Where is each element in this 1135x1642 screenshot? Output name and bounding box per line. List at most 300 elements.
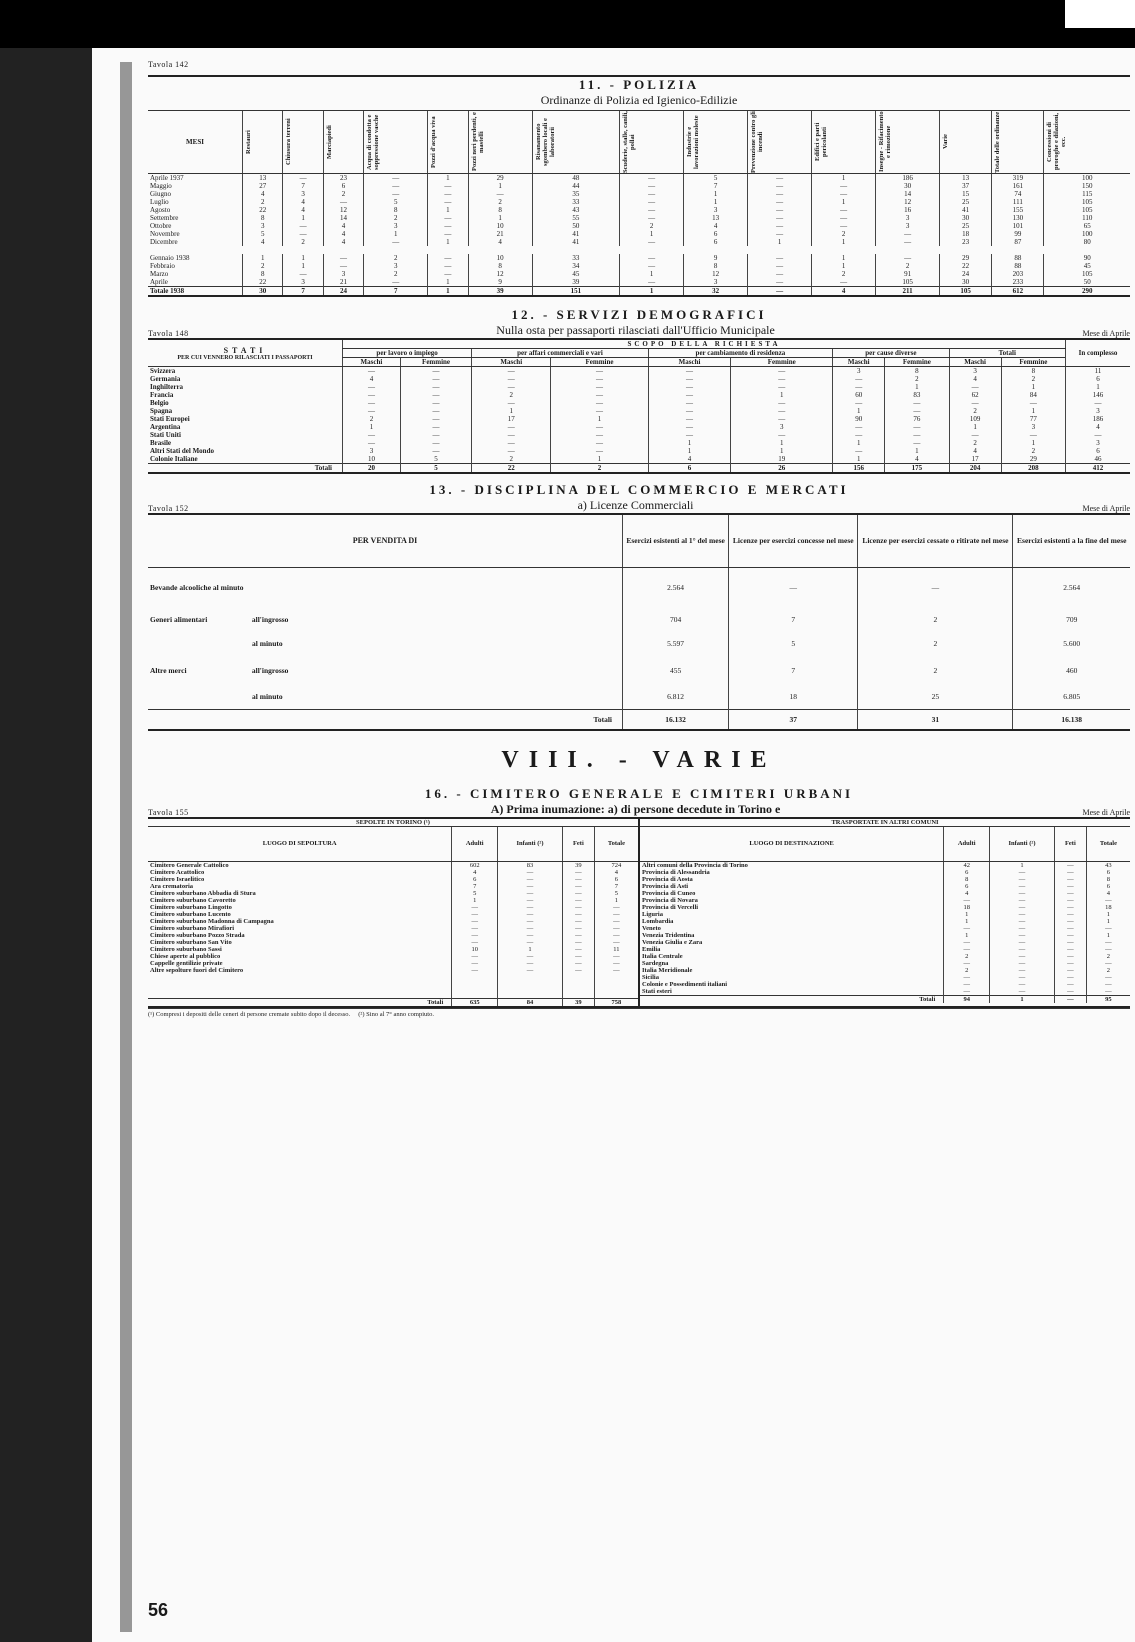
cell: — <box>562 897 594 904</box>
cell: — <box>748 174 812 183</box>
cell: 2 <box>949 407 1001 415</box>
polizia-col-label: Industrie e lavorazioni moleste <box>686 115 701 169</box>
cell: — <box>551 367 648 376</box>
polizia-row <box>148 254 1130 262</box>
cell: 100 <box>1044 230 1130 238</box>
cell: — <box>748 206 812 214</box>
cell: 3 <box>1066 439 1131 447</box>
cell: 4 <box>343 375 401 383</box>
cell: — <box>1054 869 1086 876</box>
polizia-col-label: Concessioni di proroghe e dilazioni, ecc. <box>1046 113 1068 171</box>
demo-maschi-header: Maschi <box>343 358 401 367</box>
cim-row <box>640 953 1130 960</box>
cell: 5 <box>684 174 748 183</box>
cell: 2 <box>364 214 428 222</box>
cim-row <box>640 861 1130 869</box>
cell: 319 <box>992 174 1044 183</box>
cim-luogo: Cimitero Israelitico <box>150 875 205 883</box>
cim-luogo: Venezia Giulia e Zara <box>642 938 703 946</box>
cell: — <box>472 431 551 439</box>
cell: 115 <box>1044 190 1130 198</box>
cell: 3 <box>876 214 940 222</box>
cell: — <box>1086 974 1130 981</box>
cell: — <box>551 399 648 407</box>
cell: 3 <box>323 270 363 278</box>
cell: 1 <box>1066 383 1131 391</box>
cim-luogo: Venezia Tridentina <box>642 931 695 939</box>
cell: 1 <box>1001 439 1065 447</box>
cell: 88 <box>992 262 1044 270</box>
page-content <box>148 60 1130 1018</box>
cell: 460 <box>1013 655 1130 685</box>
cell: 10 <box>468 222 532 230</box>
cell: — <box>812 206 876 214</box>
cell: — <box>498 911 563 918</box>
polizia-col-header <box>940 111 992 174</box>
trasportate-header: TRASPORTATE IN ALTRI COMUNI <box>640 819 1130 827</box>
cell: 10 <box>452 946 498 953</box>
cell: 5 <box>452 890 498 897</box>
cell: — <box>562 925 594 932</box>
cell: 105 <box>1044 270 1130 278</box>
cell: 12 <box>684 270 748 278</box>
polizia-mese: Totale 1938 <box>148 287 243 296</box>
cell: 5 <box>364 198 428 206</box>
demo-maschi-header: Maschi <box>949 358 1001 367</box>
polizia-col-label: Varie <box>942 134 950 150</box>
cell: — <box>400 367 471 376</box>
cell: 8 <box>684 262 748 270</box>
polizia-col-label: Pozzi d'acqua viva <box>430 116 438 168</box>
polizia-col-header <box>684 111 748 174</box>
commercio-row-generi-minuto <box>148 631 1130 655</box>
cell: — <box>551 407 648 415</box>
cell: — <box>620 238 684 246</box>
generi-ingrosso-label <box>148 607 623 631</box>
cell: — <box>400 375 471 383</box>
cell: 161 <box>992 182 1044 190</box>
col-stati-label: STATI <box>223 345 267 355</box>
cell: 2 <box>812 270 876 278</box>
cell: 2 <box>944 953 990 960</box>
cell: 105 <box>940 287 992 296</box>
cimitero-footnotes <box>148 1008 1130 1018</box>
cell: — <box>364 238 428 246</box>
cell: — <box>944 988 990 996</box>
cim-totali-row <box>148 998 638 1006</box>
cell: — <box>748 214 812 222</box>
polizia-mese: Febbraio <box>150 262 175 270</box>
cell: 2 <box>858 631 1013 655</box>
cim-col-header: Infanti (²) <box>990 827 1055 861</box>
cell: 1 <box>283 262 323 270</box>
demografici-table <box>148 340 1130 472</box>
cell: — <box>452 960 498 967</box>
cell: 33 <box>532 254 620 262</box>
polizia-mese: Luglio <box>150 198 169 206</box>
cell: — <box>748 198 812 206</box>
sepolte-table <box>148 827 638 1006</box>
cell: 6 <box>1086 883 1130 890</box>
ingrosso-label: all'ingrosso <box>251 665 289 675</box>
cell: 2 <box>885 375 949 383</box>
cell: — <box>1001 431 1065 439</box>
cell: — <box>551 375 648 383</box>
demografici-title: 12. - SERVIZI DEMOGRAFICI <box>511 307 767 322</box>
cell: 23 <box>940 238 992 246</box>
cell: — <box>551 391 648 399</box>
cell: 8 <box>243 270 283 278</box>
cim-row-pad <box>148 990 638 999</box>
cim-row <box>640 883 1130 890</box>
cim-row <box>148 953 638 960</box>
cell: 2 <box>472 455 551 464</box>
cell: — <box>400 431 471 439</box>
cell: 1 <box>812 262 876 270</box>
polizia-col-header <box>428 111 468 174</box>
cell: — <box>594 960 638 967</box>
cell: — <box>428 254 468 262</box>
cimitero-subtitle: A) Prima inumazione: a) di persone decedute in Torino e <box>490 802 781 816</box>
cim-luogo: Cimitero Acattolico <box>150 868 205 876</box>
cell: 2 <box>364 270 428 278</box>
cell: 25 <box>940 222 992 230</box>
polizia-section <box>148 75 1130 297</box>
cim-col-header: Infanti (²) <box>498 827 563 861</box>
cell: — <box>990 911 1055 918</box>
cell: 1 <box>648 439 731 447</box>
cell: 1 <box>620 270 684 278</box>
cell: 83 <box>498 861 563 869</box>
cell: 91 <box>876 270 940 278</box>
cell: 7 <box>594 883 638 890</box>
cell: — <box>498 939 563 946</box>
cell: 4 <box>944 890 990 897</box>
cim-col-header: Adulti <box>452 827 498 861</box>
cell: — <box>1086 988 1130 996</box>
cell: — <box>400 399 471 407</box>
cell: 4 <box>323 222 363 230</box>
cell: 6 <box>452 876 498 883</box>
cim-row <box>640 981 1130 988</box>
commercio-title: 13. - DISCIPLINA DEL COMMERCIO E MERCATI <box>429 482 849 497</box>
polizia-col-label: Risanamento sgombero locali e laboratorii <box>534 118 556 166</box>
cell: — <box>1086 960 1130 967</box>
cim-luogo: Cimitero suburbano Abbadia di Stura <box>150 889 256 897</box>
cell: 29 <box>940 254 992 262</box>
cell: — <box>648 375 731 383</box>
polizia-row <box>148 198 1130 206</box>
cell: — <box>472 375 551 383</box>
cim-row <box>640 918 1130 925</box>
cim-row <box>640 960 1130 967</box>
cell: 6 <box>684 230 748 238</box>
cell: — <box>620 262 684 270</box>
demografici-subtitle: Nulla osta per passaporti rilasciati dall'Ufficio Municipale <box>496 323 775 337</box>
cell: — <box>648 423 731 431</box>
cell: 5.600 <box>1013 631 1130 655</box>
cell: 76 <box>885 415 949 423</box>
cell: — <box>648 399 731 407</box>
cell: 6 <box>1066 447 1131 455</box>
col-mesi: MESI <box>148 111 243 174</box>
cell: 290 <box>1044 287 1130 296</box>
cell: 4 <box>648 455 731 464</box>
demo-group-header: per lavoro o impiego <box>343 349 472 358</box>
cell: 35 <box>532 190 620 198</box>
cim-row <box>148 897 638 904</box>
cell: 14 <box>876 190 940 198</box>
cell: — <box>833 399 885 407</box>
cell: — <box>472 383 551 391</box>
cim-luogo: Chiese aperte al pubblico <box>150 952 221 960</box>
cell: — <box>731 383 833 391</box>
cell: 1 <box>428 287 468 296</box>
cell: — <box>1086 946 1130 953</box>
bevande-label: Bevande alcooliche al minuto <box>150 582 244 592</box>
demo-row <box>148 391 1130 399</box>
col-per-vendita: PER VENDITA DI <box>148 515 623 567</box>
cell: 4 <box>323 238 363 246</box>
cell: 1 <box>472 407 551 415</box>
cell: 1 <box>551 455 648 464</box>
cell: — <box>498 897 563 904</box>
cell: 2 <box>551 464 648 473</box>
commercio-row-altre-minuto <box>148 685 1130 709</box>
cell: — <box>364 174 428 183</box>
polizia-col-header <box>992 111 1044 174</box>
polizia-col-header <box>283 111 323 174</box>
cell: 11 <box>594 946 638 953</box>
altre-label: Altre merci <box>150 665 187 675</box>
polizia-mese: Aprile 1937 <box>150 174 184 182</box>
polizia-col-label: Pozzi neri perdenti, e mastelli <box>470 112 485 172</box>
cell: — <box>944 897 990 904</box>
cim-row <box>148 890 638 897</box>
cell: 186 <box>1066 415 1131 423</box>
cell: 3 <box>684 278 748 287</box>
cim-row <box>148 967 638 974</box>
polizia-mese: Marzo <box>150 270 169 278</box>
cim-row <box>148 918 638 925</box>
cell: 6 <box>944 883 990 890</box>
cell: — <box>452 911 498 918</box>
cell: 5 <box>243 230 283 238</box>
cell: 4 <box>243 238 283 246</box>
cell: 13 <box>243 174 283 183</box>
commercio-section <box>148 513 1130 731</box>
cell: 41 <box>532 230 620 238</box>
cell: 2 <box>949 439 1001 447</box>
cell: 2 <box>1086 953 1130 960</box>
cell: 3 <box>283 278 323 287</box>
cell: — <box>620 278 684 287</box>
cell: 9 <box>468 278 532 287</box>
cell: — <box>731 407 833 415</box>
cell: 11 <box>1066 367 1131 376</box>
polizia-col-header <box>812 111 876 174</box>
cell: 3 <box>283 190 323 198</box>
cell: 22 <box>243 278 283 287</box>
polizia-col-label: Marciapiedi <box>325 125 333 159</box>
cell: 17 <box>949 455 1001 464</box>
cell: 2 <box>468 198 532 206</box>
cell: 4 <box>949 447 1001 455</box>
cell: 55 <box>532 214 620 222</box>
cell: — <box>594 967 638 974</box>
cell: 709 <box>1013 607 1130 631</box>
cell: — <box>323 262 363 270</box>
cim-col-header: Totale <box>1086 827 1130 861</box>
cell: 3 <box>684 206 748 214</box>
cell: 1 <box>833 407 885 415</box>
cell: — <box>812 182 876 190</box>
cell: — <box>876 238 940 246</box>
cell: — <box>990 981 1055 988</box>
cell: 105 <box>1044 198 1130 206</box>
cim-row <box>148 939 638 946</box>
cell: — <box>748 287 812 296</box>
cell: 14 <box>323 214 363 222</box>
cim-row <box>640 876 1130 883</box>
cell: — <box>1086 939 1130 946</box>
demografici-tavola: Tavola 148 <box>148 329 189 338</box>
cim-row <box>640 939 1130 946</box>
cell: — <box>472 447 551 455</box>
cell: 18 <box>944 904 990 911</box>
cell: 2 <box>620 222 684 230</box>
cim-luogo: Provincia di Asti <box>642 882 689 890</box>
cell: — <box>343 383 401 391</box>
cell: 1 <box>452 897 498 904</box>
cell: — <box>648 391 731 399</box>
demo-group-header: Totali <box>949 349 1065 358</box>
cell: 4 <box>243 190 283 198</box>
demo-femmine-header: Femmine <box>400 358 471 367</box>
cell: 1 <box>1001 383 1065 391</box>
cell: — <box>949 383 1001 391</box>
cell: — <box>648 431 731 439</box>
cell: 1 <box>364 230 428 238</box>
demo-row <box>148 439 1130 447</box>
polizia-mese: Novembre <box>150 230 180 238</box>
cell: — <box>562 918 594 925</box>
cell: — <box>343 391 401 399</box>
cell: 3 <box>364 222 428 230</box>
cell: — <box>1054 960 1086 967</box>
altre-ingrosso-label <box>148 655 623 685</box>
cell: — <box>748 230 812 238</box>
cell: — <box>452 953 498 960</box>
cell: 94 <box>944 995 990 1003</box>
cell: — <box>990 932 1055 939</box>
col-stati <box>148 340 343 367</box>
cell: 19 <box>731 455 833 464</box>
cell: 22 <box>472 464 551 473</box>
cell: — <box>400 439 471 447</box>
cell: 1 <box>731 447 833 455</box>
cell: — <box>620 206 684 214</box>
cell: 99 <box>992 230 1044 238</box>
cell: 7 <box>729 655 858 685</box>
cell: — <box>594 911 638 918</box>
commercio-subtitle: a) Licenze Commerciali <box>577 498 694 512</box>
cell: — <box>562 960 594 967</box>
cell: — <box>748 278 812 287</box>
cim-row <box>640 925 1130 932</box>
polizia-col-label: Restauri <box>245 130 252 154</box>
cell: — <box>858 567 1013 607</box>
cim-row <box>640 890 1130 897</box>
polizia-col-header <box>876 111 940 174</box>
cell: — <box>885 439 949 447</box>
totali-label: Totali <box>148 998 452 1006</box>
polizia-title: 11. - POLIZIA <box>578 77 700 92</box>
cell: 1 <box>812 174 876 183</box>
cell: 105 <box>1044 206 1130 214</box>
cell: 2 <box>283 238 323 246</box>
col-stati-sub: PER CUI VENNERO RILASCIATI I PASSAPORTI <box>177 354 313 361</box>
cell: 100 <box>1044 174 1130 183</box>
cell: 60 <box>833 391 885 399</box>
cell: 1 <box>885 447 949 455</box>
cell: 46 <box>1066 455 1131 464</box>
cell: — <box>1054 890 1086 897</box>
cell: — <box>343 439 401 447</box>
cell: 13 <box>684 214 748 222</box>
cell: — <box>944 939 990 946</box>
cell: 44 <box>532 182 620 190</box>
cell: 4 <box>283 206 323 214</box>
cell: — <box>944 946 990 953</box>
demo-totali-row <box>148 464 1130 473</box>
cell: 2 <box>364 254 428 262</box>
cim-luogo: Cimitero suburbano Pozzo Strada <box>150 931 245 939</box>
cell-empty <box>452 974 498 982</box>
cell: 1 <box>748 238 812 246</box>
cell: — <box>648 383 731 391</box>
cell: — <box>620 190 684 198</box>
cell: — <box>343 367 401 376</box>
cell: 90 <box>1044 254 1130 262</box>
cell: 5 <box>400 464 471 473</box>
cell: 1 <box>944 911 990 918</box>
polizia-row <box>148 270 1130 278</box>
cell: 41 <box>532 238 620 246</box>
cell: — <box>364 182 428 190</box>
varie-title: VIII. - VARIE <box>501 747 777 773</box>
cell: 88 <box>992 254 1044 262</box>
cell: 39 <box>532 278 620 287</box>
cell: — <box>1054 967 1086 974</box>
cell-empty <box>498 974 563 982</box>
cell: 4 <box>452 869 498 876</box>
cell: — <box>944 974 990 981</box>
cell: — <box>1054 897 1086 904</box>
demografici-mese: Mese di Aprile <box>1082 329 1130 338</box>
commercio-row-totali <box>148 709 1130 729</box>
cell: 4 <box>949 375 1001 383</box>
cell: 25 <box>858 685 1013 709</box>
cell: 21 <box>323 278 363 287</box>
cell: — <box>944 925 990 932</box>
cell: 16.138 <box>1013 709 1130 729</box>
cell: — <box>551 439 648 447</box>
cell: 45 <box>1044 262 1130 270</box>
demo-row <box>148 407 1130 415</box>
cell: — <box>1001 399 1065 407</box>
cell: 101 <box>992 222 1044 230</box>
